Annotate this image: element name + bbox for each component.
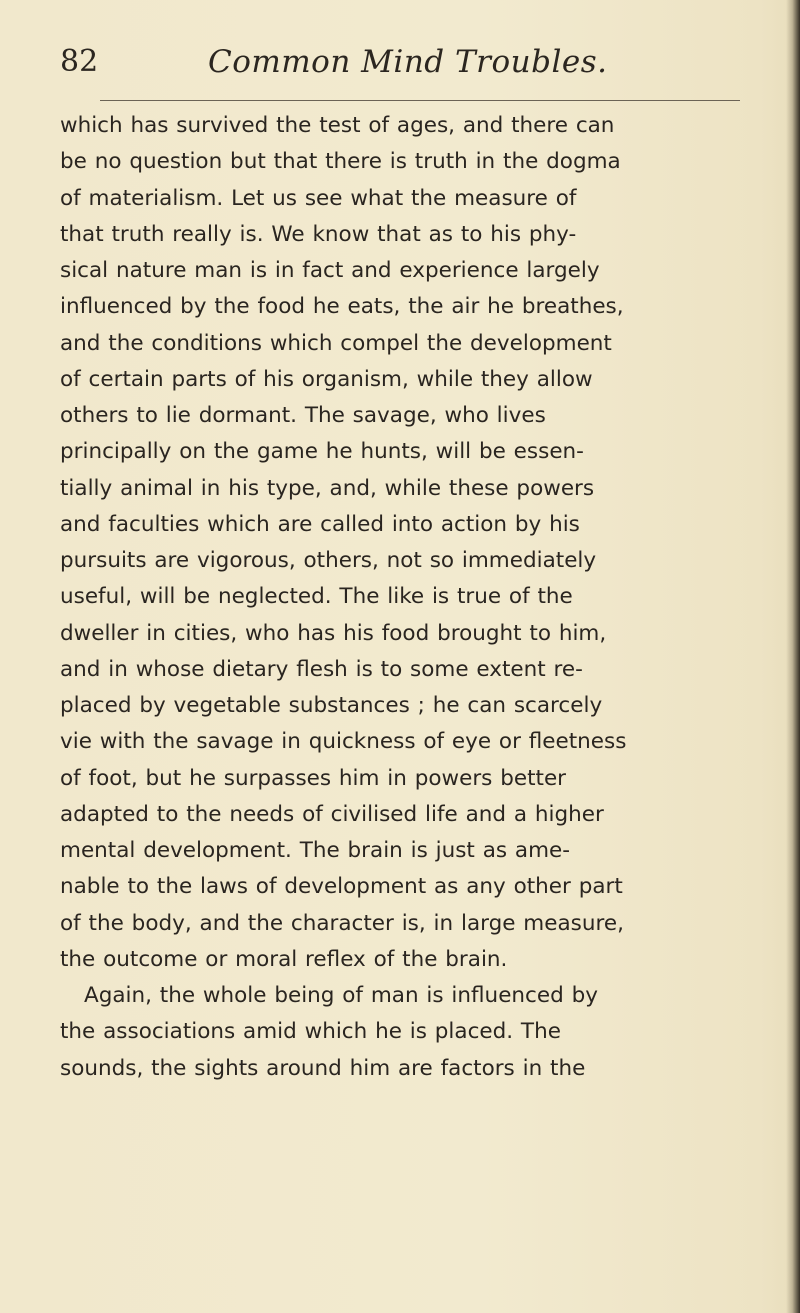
text-line: nable to the laws of development as any other part [60, 874, 623, 900]
text-line: principally on the game he hunts, will be essen- [60, 439, 584, 465]
text-line: vie with the savage in quickness of eye or fleetness [60, 729, 627, 755]
text-line: of materialism. Let us see what the measure of [60, 185, 577, 211]
text-line: influenced by the food he eats, the air he breathes, [60, 294, 624, 320]
text-line: dweller in cities, who has his food brought to him, [60, 620, 607, 646]
text-line: which has survived the test of ages, and there can [60, 113, 615, 138]
text-line: of the body, and the character is, in large measure, [60, 910, 624, 936]
text-line: and faculties which are called into action by his [60, 511, 580, 537]
text-line: of certain parts of his organism, while they allow [60, 366, 593, 392]
text-line: useful, will be neglected. The like is true of the [60, 584, 573, 610]
text-line: pursuits are vigorous, others, not so immediately [60, 548, 597, 573]
text-line: the associations amid which he is placed. The [60, 1019, 561, 1045]
page-header [60, 42, 750, 92]
text-line: others to lie dormant. The savage, who lives [60, 403, 546, 428]
page-number: 82 [60, 44, 99, 79]
text-line: sical nature man is in fact and experience largely [60, 258, 600, 283]
text-line: and in whose dietary flesh is to some extent re- [60, 656, 583, 682]
text-line: placed by vegetable substances ; he can scarcely [60, 693, 603, 718]
page-edge-shadow [786, 0, 800, 1313]
running-title: Common Mind Troubles. [208, 44, 608, 80]
body-text [60, 108, 750, 1087]
text-line: be no question but that there is truth in the dogma [60, 149, 621, 175]
text-line: of foot, but he surpasses him in powers better [60, 765, 567, 791]
text-line: and the conditions which compel the development [60, 330, 612, 356]
text-line: the outcome or moral reflex of the brain. [60, 946, 508, 972]
text-line: adapted to the needs of civilised life and a higher [60, 801, 604, 827]
header-rule [100, 100, 740, 101]
text-line: sounds, the sights around him are factors in the [60, 1055, 586, 1081]
text-line: that truth really is. We know that as to his phy- [60, 221, 577, 247]
paragraph-start-line: Again, the whole being of man is influenced by [84, 983, 598, 1008]
text-line: mental development. The brain is just as ame- [60, 838, 571, 863]
text-line: tially animal in his type, and, while these powers [60, 475, 595, 501]
